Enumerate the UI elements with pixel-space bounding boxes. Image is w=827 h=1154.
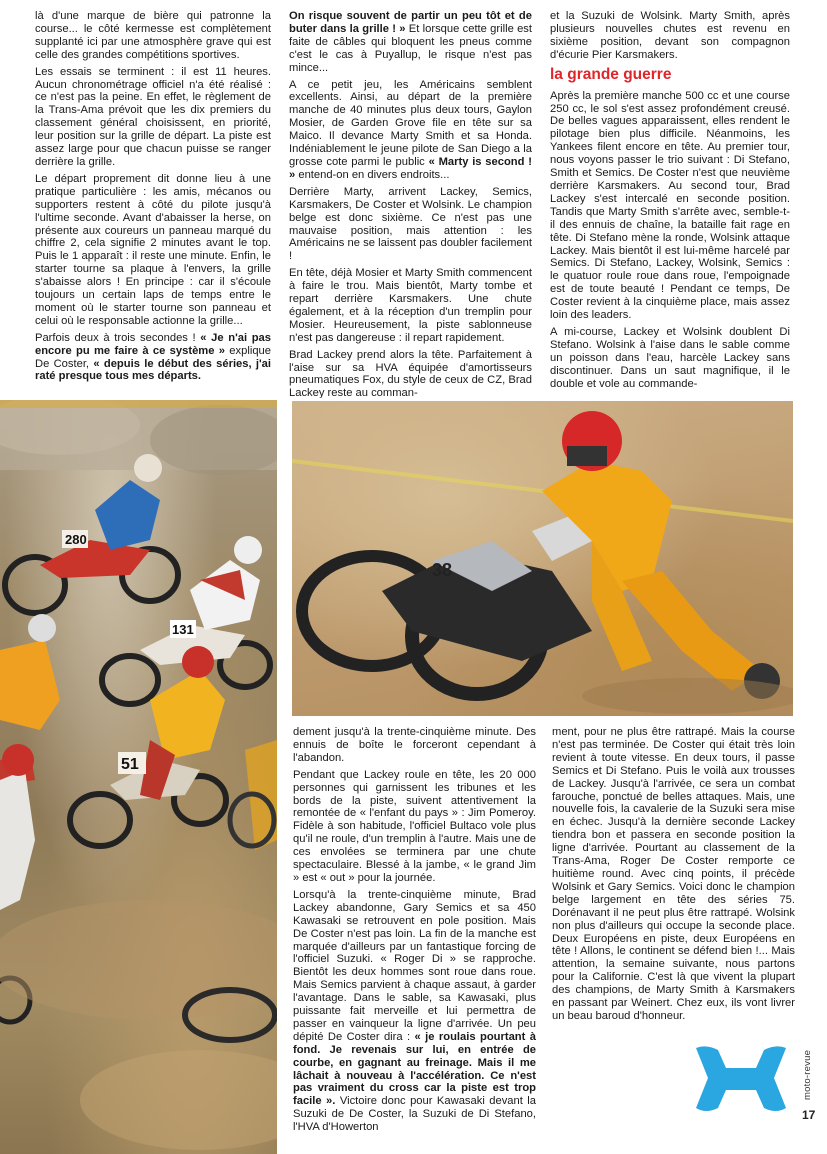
paragraph — [289, 349, 532, 398]
text: A ce petit jeu, les Américains semblent excellents. Ainsi, au départ de la première manche de 40 minutes plus deux tours, Gaylon Mosier, de Garden Grove file en tête sur sa Maico. Il devance Marty Smith et sa Honda. Indéniablement le jeune pilote de San Diego a la grosse cote parmi le public — [289, 78, 532, 168]
text: A mi-course, Lackey et Wolsink doublent Di Stefano. Wolsink à l'aise dans le sable comme un poisson dans l'eau, harcèle Lackey sans discontinuer. Dans un saut magnifique, il le double et vole au commande- — [550, 325, 790, 390]
text: dement jusqu'à la trente-cinquième minute. Des ennuis de boîte le forceront cependant à l'abandon. — [293, 726, 536, 764]
text: Parfois deux à trois secondes ! — [35, 331, 201, 344]
article-column-2 — [289, 10, 532, 398]
rider-number-3: 51 — [121, 756, 139, 773]
text: En tête, déjà Mosier et Marty Smith commencent à faire le trou. Mais bientôt, Marty tombe et repart derrière Karsmakers. Une chute également, et à la réception d'un tremplin pour Mosier. Heureusement, la piste sablonneuse n'est pas dangereuse : il repart rapidement. — [289, 267, 532, 344]
text: Lorsqu'à la trente-cinquième minute, Brad Lackey abandonne, Gary Semics et sa 450 Kawasaki se retrouvent en pole position. Mais De Coster n'est pas loin. La fin de la manche est marquée d'ailleurs par un fantastique forcing de l'officiel Suzuki. « Roger Di » se rapproche. Bientôt les deux hommes sont roue dans roue. Mais Semics parvient à chaque assaut, à garder l'avantage. Dans le sable, sa Kawasaki, plus puissante fait merveille et lui permettra de passer en vainqueur la ligne d'arrivée. Un peu dépité De Coster dira : — [293, 888, 536, 1043]
h-logo — [688, 1042, 794, 1116]
paragraph — [293, 889, 536, 1134]
text: Pendant que Lackey roule en tête, les 20 000 personnes qui garnissent les tribunes et les bords de la piste, suivent attentivement la remontée de « l'enfant du pays » : Jim Pomeroy. Fidèle à son habitude, l'officiel Bultaco vole plus qu'il ne roule, d'un tremplin à l'autre. Mais une de ces envolées se terminera par une chute spectaculaire. Blessé à la jambe, « le grand Jim » est « out » pour la journée. — [293, 768, 536, 884]
paragraph — [289, 79, 532, 182]
paragraph — [550, 10, 790, 62]
text: Brad Lackey prend alors la tête. Parfaitement à l'aise sur sa HVA équipée d'amortisseurs pneumatiques Fox, du style de ceux de CZ, Brad Lackey reste au comman- — [289, 348, 532, 398]
rider-number-2: 131 — [172, 622, 194, 637]
bold-text: On risque souvent de partir un peu tôt et de buter dans la grille ! » — [289, 10, 532, 35]
bold-text: « Marty is second ! » — [289, 155, 532, 181]
paragraph — [289, 267, 532, 344]
text: Les essais se terminent : il est 11 heures. Aucun chronométrage officiel n'a été réalisé : ce n'est pas la peine. En effet, le règlement de la Trans-Ama prévoit que les dix premiers du classement général choisissent, en priorité, leur position sur la grille de départ. La piste est assez large pour que chacun puisse se ranger derrière la grille. — [35, 65, 271, 168]
paragraph — [550, 326, 790, 391]
article-column-5 — [552, 726, 795, 1041]
paragraph — [289, 186, 532, 263]
article-column-4 — [293, 726, 536, 1146]
photo-riders-start — [0, 400, 277, 1154]
bold-text: « je roulais pourtant à fond. Je revenais sur lui, en entrée de courbe, en gagnant au freinage. Mais il me lâchait à nouveau à l'accélération. Ce n'est pas vraiment du cross car la piste est trop facile ». — [293, 1030, 536, 1108]
bold-text: « Je n'ai pas encore pu me faire à ce système » — [35, 331, 271, 357]
paragraph — [293, 769, 536, 885]
text: Le départ proprement dit donne lieu à une pratique particulière : les amis, mécanos ou supporters restent à côté du pilote jusqu'à l'ultime seconde. Avant d'abaisser la herse, on présente aux coureurs un panneau marqué du chiffre 2, cela signifie 2 minutes avant le top. Puis le 1 apparaît : il reste une minute. Enfin, le starter tourne sa plaque à l'envers, la grille s'abaisse alors ! En principe : car il s'écoule toujours un certain laps de temps entre le moment où le starter tourne son panneau et celui où le responsable actionne la grille... — [35, 172, 271, 327]
paragraph — [550, 90, 790, 322]
article-column-3 — [550, 10, 790, 398]
rider-number-4: 38 — [432, 560, 453, 580]
paragraph — [35, 332, 271, 384]
text: et la Suzuki de Wolsink. Marty Smith, après plusieurs nouvelles chutes est revenu en sixième position, devant son compagnon d'écurie Pier Karsmakers. — [550, 10, 790, 61]
text: Derrière Marty, arrivent Lackey, Semics, Karsmakers, De Coster et Wolsink. Le champion belge est donc sixième. Ce n'est pas une mauvaise position, mais attention : les Américains ne se laissent pas doubler facilement ! — [289, 185, 532, 263]
text: Et lorsque cette grille est faite de câbles qui bloquent les pneus comme c'est le cas à Puyallup, le risque n'est pas mince... — [289, 22, 532, 74]
paragraph — [552, 726, 795, 1023]
paragraph — [35, 173, 271, 328]
article-column-1 — [35, 10, 271, 398]
text: Après la première manche 500 cc et une course 250 cc, le sol s'est assez profondément creusé. De belles vagues apparaissent, elles rendent le pilotage bien plus difficile. Néanmoins, les Yankees filent encore en tête. Au premier tour, nous voyons passer le trio suivant : Di Stefano, Smith et Semics. De Coster n'est que neuvième derrière Karsmakers. Au second tour, Brad Lackey s'est intercalé en seconde position. Tandis que Marty Smith s'arrête avec, semble-t-il des ennuis de chaîne, la bataille fait rage en tête. Di Stefano mène la ronde, Wolsink attaque Lackey. Mais bientôt il est lui-même harcelé par Semics. Di Stefano, Lackey, Wolsink, Semics : le quatuor roule roue dans roue, l'empoignade est de toute beauté ! Pendant ce temps, De Coster revient à la cinquième place, mais assez loin des leaders. — [550, 89, 790, 322]
text: Victoire donc pour Kawasaki devant la Suzuki de De Coster, la Suzuki de Di Stefano, l'HVA d'Howerton — [293, 1095, 536, 1134]
bold-text: « depuis le début des séries, j'ai raté presque tous mes départs. — [35, 357, 271, 383]
text: là d'une marque de bière qui patronne la course... le côté kermesse est complètement supplanté ici par une atmosphère grave qui est celle des grandes compétitions sportives. — [35, 10, 271, 61]
text: ment, pour ne plus être rattrapé. Mais la course n'est pas terminée. De Coster qui était très loin revient à toute vitesse. En deux tours, il passe Semics et Di Stefano. Puis le voilà aux trousses de Lackey. Jusqu'à l'arrivée, ce sera un combat farouche, ponctué de belles attaques. Mais, une nouvelle fois, la cavalerie de la Suzuki sera mise en échec. Jusqu'à la dernière seconde Lackey tiendra bon et passera en seconde position la ligne d'arrivée. Pourtant au classement de la Trans-Ama, Roger De Coster remporte ce huitième round. Avec cinq points, il précède Wolsink et Gary Semics. Voici donc le champion belge largement en tête des séries 75. Dorénavant il ne peut plus être rattrapé. Wolsink non plus d'ailleurs qui occupe la seconde place. Deux Européens en piste, deux Européens en tête ! Allons, le continent se défend bien !... Mais attention, la semaine suivante, nous partons pour la Californie. C'est là que vivent la plupart des champions, de Marty Smith à Karsmakers en passant par Weinert. Chez eux, ils vont livrer un beau baroud d'honneur. — [552, 726, 795, 1022]
section-heading: la grande guerre — [550, 65, 672, 83]
paragraph — [289, 10, 532, 75]
text: entend-on en divers endroits... — [295, 168, 450, 181]
paragraph — [35, 10, 271, 62]
rider-number-1: 280 — [65, 532, 87, 547]
photo-rider-cornering — [292, 401, 793, 716]
paragraph — [35, 66, 271, 169]
paragraph — [293, 726, 536, 765]
page-number: 17 — [802, 1108, 816, 1122]
text: explique De Coster, — [35, 344, 271, 370]
magazine-name: moto-revue — [802, 1049, 813, 1100]
